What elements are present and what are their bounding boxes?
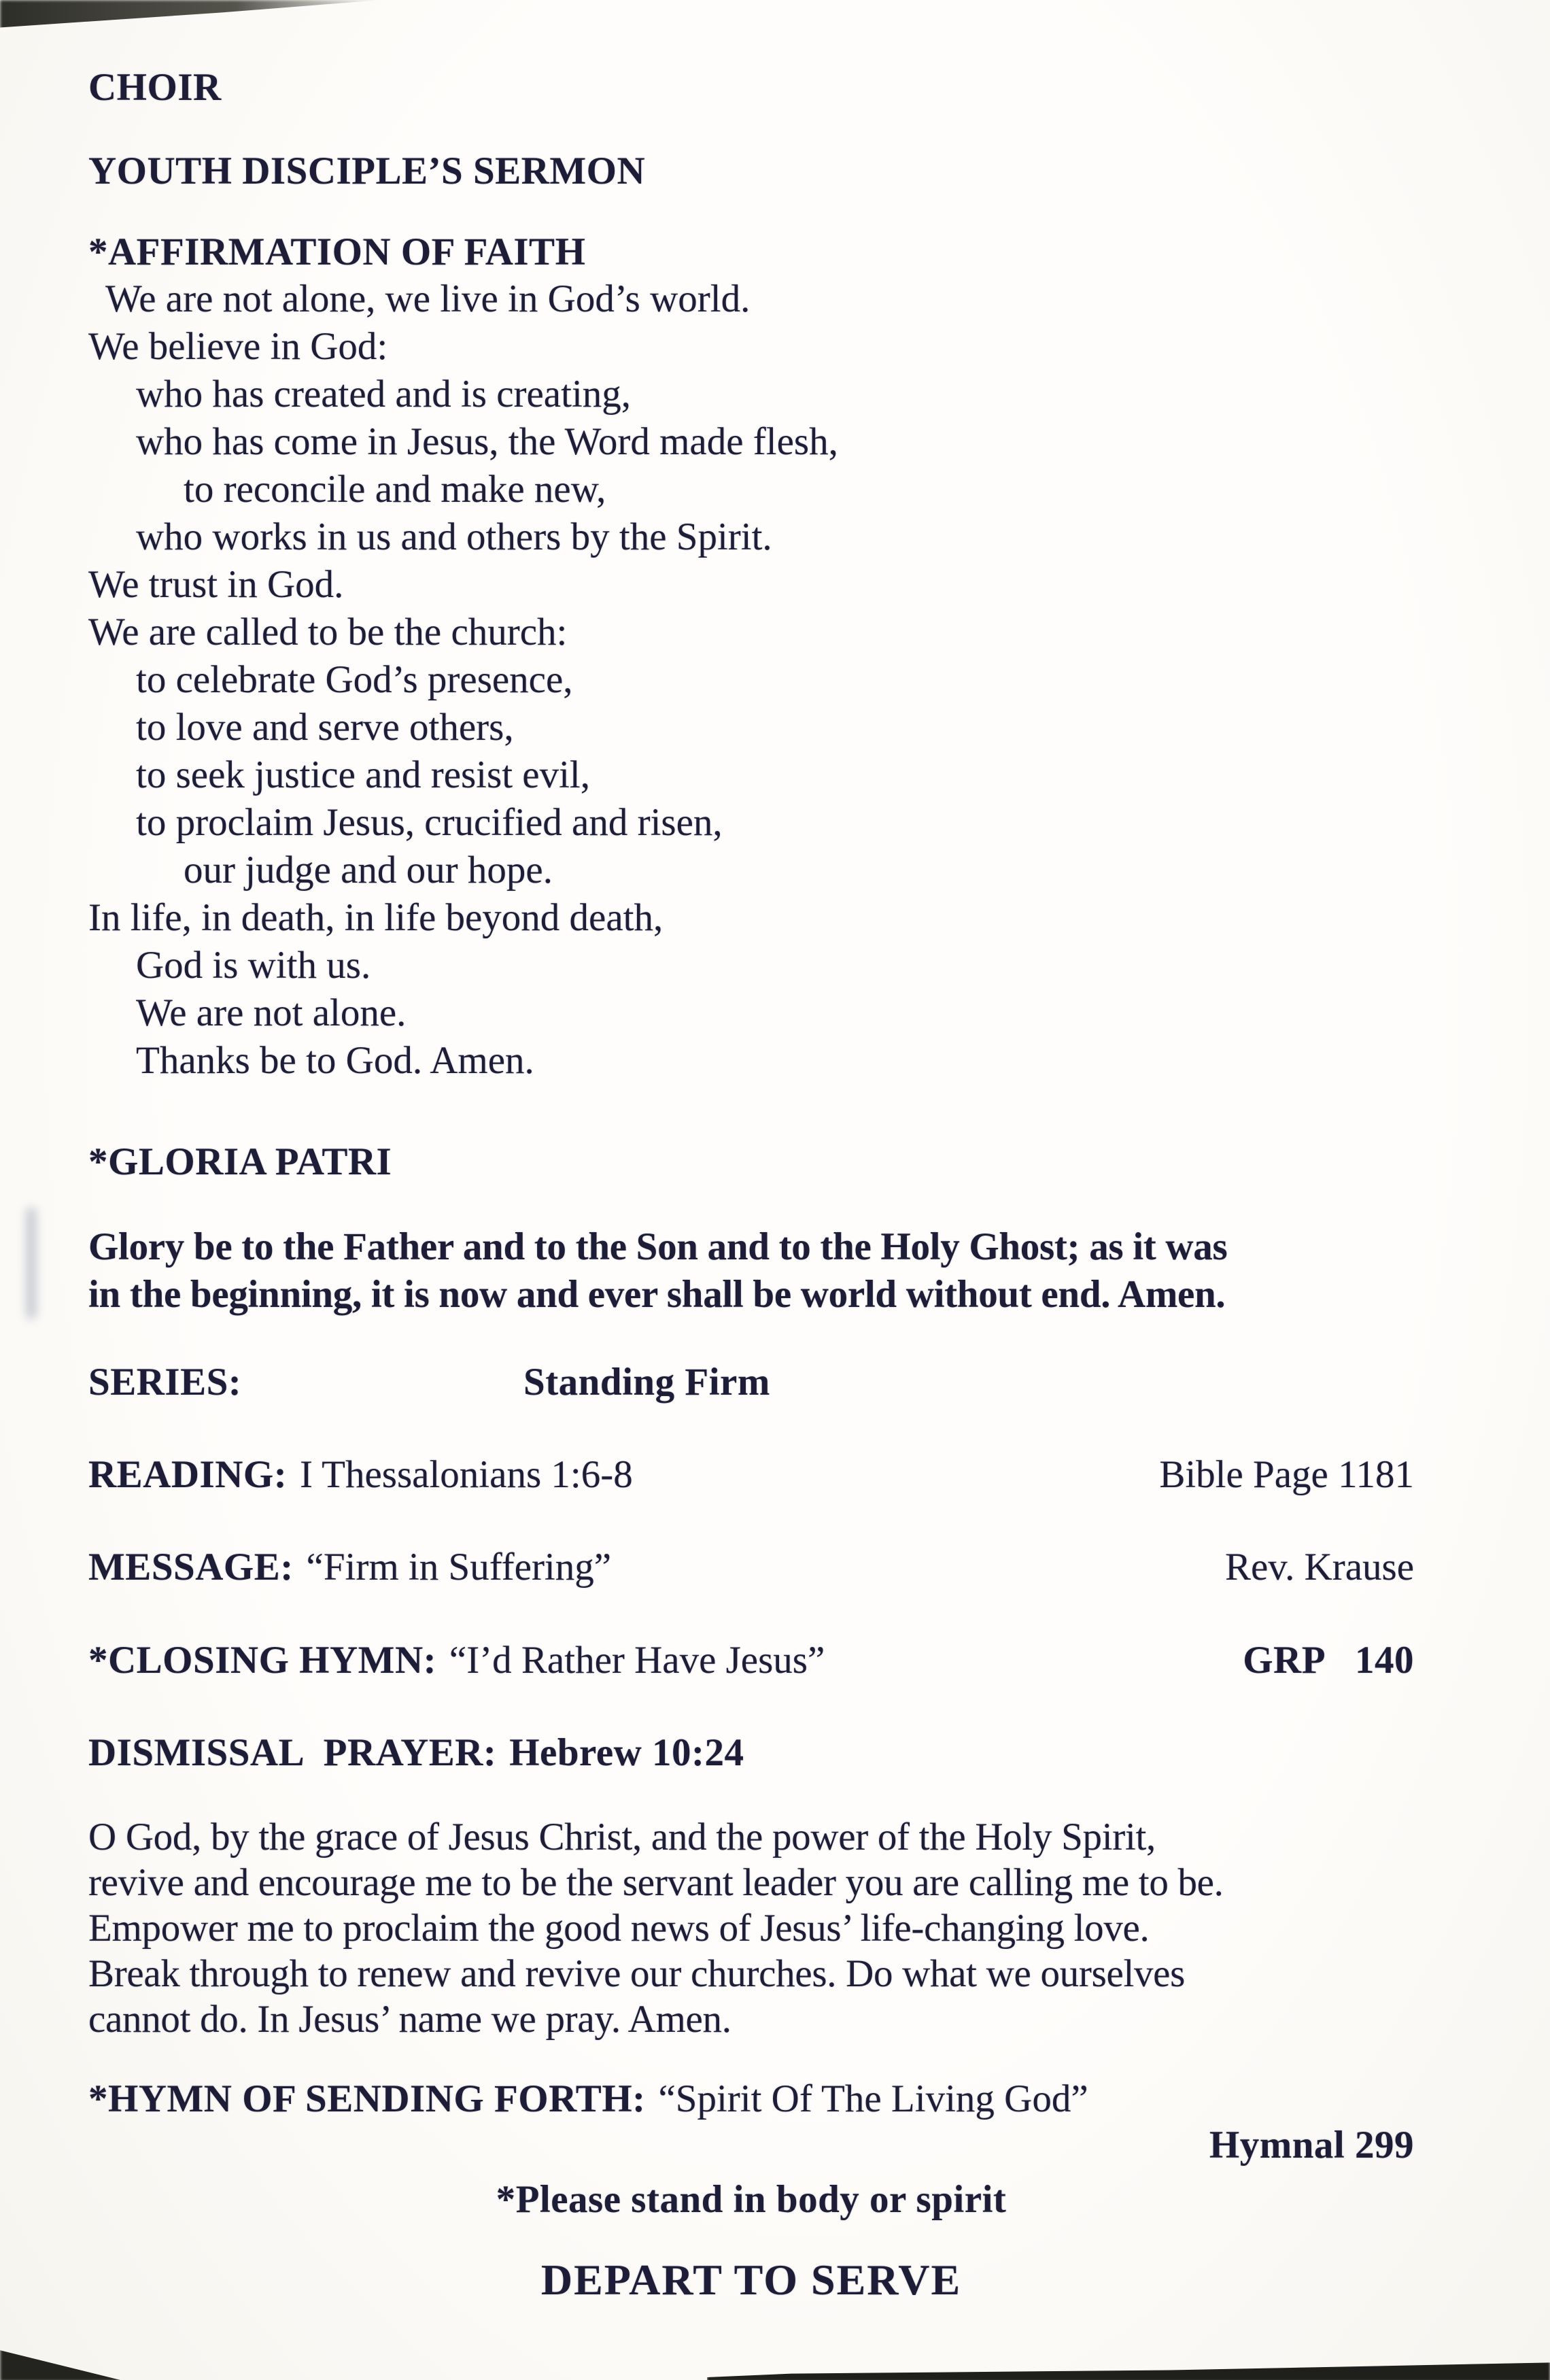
message-left: [88, 1544, 611, 1591]
closing-hymn-left: [88, 1637, 825, 1684]
affirmation-line: to proclaim Jesus, crucified and risen,: [136, 801, 723, 845]
choir-heading: CHOIR: [88, 66, 222, 109]
prayer-line: cannot do. In Jesus’ name we pray. Amen.: [88, 1997, 731, 2041]
youth-sermon-heading: YOUTH DISCIPLE’S SERMON: [88, 150, 646, 193]
reading-scripture: I Thessalonians 1:6-8: [299, 1452, 633, 1496]
prayer-line: Empower me to proclaim the good news of Jesus’ life-changing love.: [88, 1906, 1150, 1950]
affirmation-line: who has come in Jesus, the Word made flesh,: [136, 420, 838, 464]
prayer-line: Break through to renew and revive our churches. Do what we ourselves: [88, 1952, 1186, 1995]
prayer-line: revive and encourage me to be the servant leader you are calling me to be.: [88, 1860, 1224, 1904]
affirmation-line: We trust in God.: [88, 563, 344, 607]
affirmation-line: to love and serve others,: [136, 706, 514, 749]
message-preacher: Rev. Krause: [1224, 1546, 1414, 1589]
dismissal-left: [88, 1730, 744, 1776]
order-of-worship: [88, 65, 1414, 2306]
series-value: Standing Firm: [523, 1360, 770, 1404]
affirmation-line: God is with us.: [136, 944, 371, 987]
affirmation-line: our judge and our hope.: [184, 849, 553, 892]
dismissal-prayer-label: DISMISSAL PRAYER:: [88, 1731, 497, 1775]
series-label: SERIES:: [88, 1360, 242, 1404]
affirmation-line: who works in us and others by the Spirit.: [136, 515, 772, 559]
sending-hymn-title: “Spirit Of The Living God”: [658, 2077, 1088, 2120]
message-row: [88, 1544, 1414, 1591]
dismissal-scripture: Hebrew 10:24: [509, 1731, 744, 1775]
closing-hymn-title: “I’d Rather Have Jesus”: [449, 1638, 825, 1682]
affirmation-line: Thanks be to God. Amen.: [136, 1039, 534, 1083]
series-left: [88, 1359, 770, 1406]
reading-left: [88, 1452, 633, 1498]
message-label: MESSAGE:: [88, 1546, 294, 1589]
closing-hymn-number: GRP 140: [1243, 1638, 1414, 1682]
affirmation-line: We believe in God:: [88, 325, 388, 369]
affirmation-line: to reconcile and make new,: [184, 468, 606, 511]
sending-hymn-left: [88, 2076, 1088, 2122]
series-row: [88, 1359, 1414, 1406]
affirmation-heading: *AFFIRMATION OF FAITH: [88, 230, 586, 273]
reading-bible-page: Bible Page 1181: [1159, 1452, 1414, 1496]
sending-hymn-row: [88, 2076, 1414, 2122]
stand-note: *Please stand in body or spirit: [496, 2178, 1007, 2222]
affirmation-line: We are called to be the church:: [88, 611, 568, 654]
scan-shadow-left-margin: [26, 1207, 37, 1319]
affirmation-line: We are not alone, we live in God’s world.: [105, 277, 751, 321]
reading-row: [88, 1452, 1414, 1498]
gloria-line: Glory be to the Father and to the Son and to the Holy Ghost; as it was: [88, 1225, 1228, 1268]
sending-hymn-label: *HYMN OF SENDING FORTH:: [88, 2077, 646, 2120]
closing-hymn-row: [88, 1637, 1414, 1684]
affirmation-text: [88, 275, 1414, 1085]
gloria-line: in the beginning, it is now and ever shall be world without end. Amen.: [88, 1272, 1226, 1316]
dismissal-prayer-row: [88, 1730, 1414, 1776]
closing-hymn-label: *CLOSING HYMN:: [88, 1638, 437, 1682]
message-title: “Firm in Suffering”: [306, 1546, 612, 1589]
scan-smudge-bottom-left: [0, 2346, 126, 2380]
depart-to-serve-heading: DEPART TO SERVE: [540, 2255, 962, 2304]
gloria-patri-text: [88, 1223, 1414, 1319]
affirmation-line: We are not alone.: [136, 991, 407, 1035]
scan-smudge-top-left: [0, 0, 381, 30]
sending-hymn-number: Hymnal 299: [1209, 2123, 1414, 2166]
scan-smudge-bottom-right: [707, 2361, 1550, 2380]
affirmation-line: to celebrate God’s presence,: [136, 658, 573, 702]
prayer-line: O God, by the grace of Jesus Christ, and the power of the Holy Spirit,: [88, 1815, 1156, 1858]
affirmation-line: who has created and is creating,: [136, 373, 632, 416]
affirmation-line: In life, in death, in life beyond death,: [88, 896, 664, 940]
affirmation-line: to seek justice and resist evil,: [136, 753, 590, 797]
reading-label: READING:: [88, 1452, 288, 1496]
hymnal-number-row: [88, 2122, 1414, 2169]
gloria-patri-heading: *GLORIA PATRI: [88, 1140, 392, 1184]
dismissal-prayer-text: [88, 1814, 1414, 2042]
